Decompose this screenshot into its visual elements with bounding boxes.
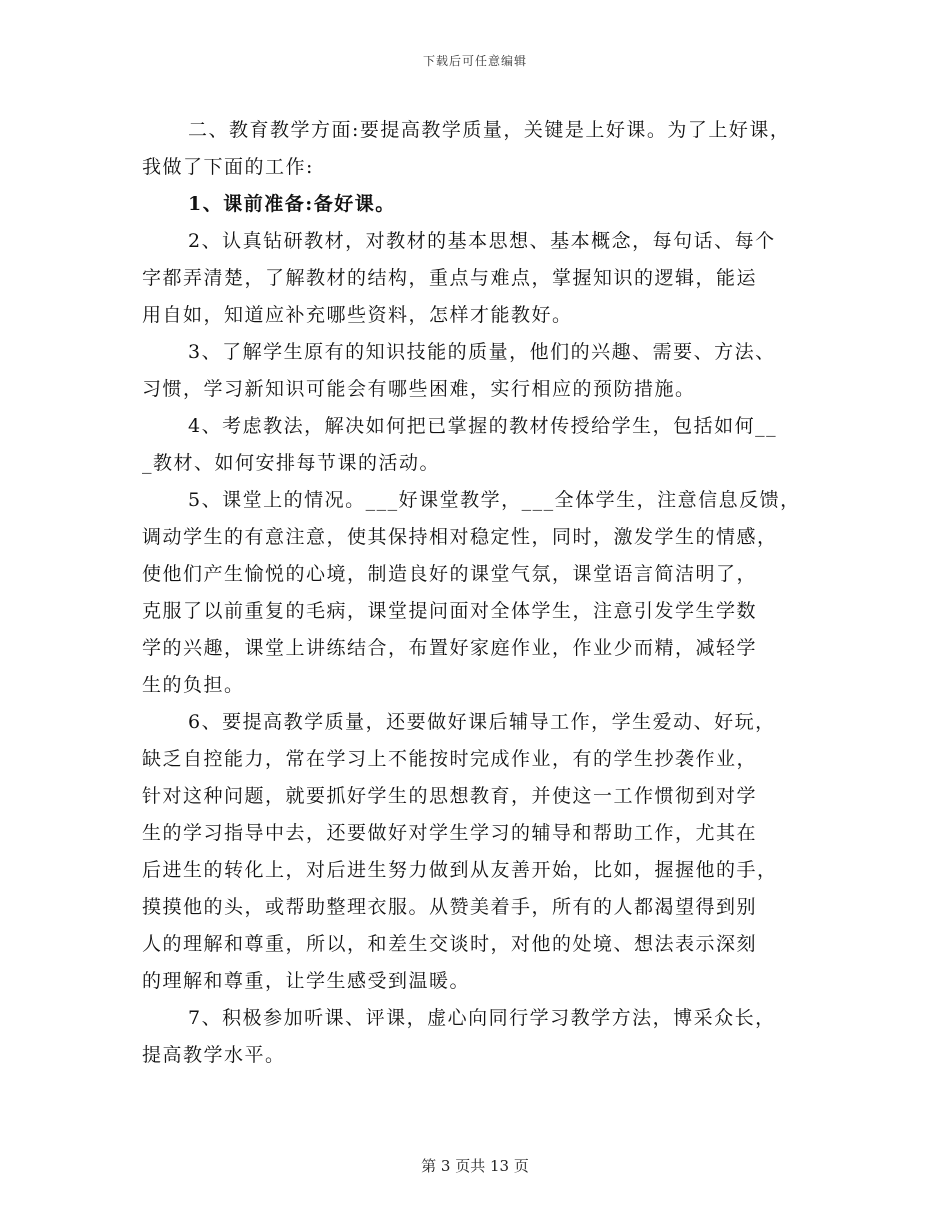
paragraph-line: 习惯，学习新知识可能会有哪些困难，实行相应的预防措施。	[142, 378, 696, 400]
paragraph-line: 人的理解和尊重，所以，和差生交谈时，对他的处境、想法表示深刻	[142, 933, 758, 955]
paragraph-line: 生的学习指导中去，还要做好对学生学习的辅导和帮助工作，尤其在	[142, 822, 758, 844]
paragraph-line: 二、教育教学方面:要提高教学质量，关键是上好课。为了上好课，	[188, 119, 791, 141]
paragraph-line: _教材、如何安排每节课的活动。	[142, 452, 441, 474]
paragraph-line: 针对这种问题，就要抓好学生的思想教育，并使这一工作惯彻到对学	[142, 785, 758, 807]
paragraph-line: 提高教学水平。	[142, 1044, 286, 1066]
paragraph-line: 摸摸他的头，或帮助整理衣服。从赞美着手，所有的人都渴望得到别	[142, 896, 758, 918]
paragraph-line: 克服了以前重复的毛病，课堂提问面对全体学生，注意引发学生学数	[142, 600, 758, 622]
paragraph-line: 2、认真钻研教材，对教材的基本思想、基本概念，每句话、每个	[188, 230, 776, 252]
paragraph-line: 字都弄清楚，了解教材的结构，重点与难点，掌握知识的逻辑，能运	[142, 267, 758, 289]
paragraph-line: 生的负担。	[142, 674, 245, 696]
page-header: 下载后可任意编辑	[422, 54, 527, 68]
paragraph-line: 调动学生的有意注意，使其保持相对稳定性，同时，激发学生的情感，	[142, 526, 778, 548]
paragraph-line: 7、积极参加听课、评课，虚心向同行学习教学方法，博采众长，	[188, 1007, 776, 1029]
paragraph-line: 4、考虑教法，解决如何把已掌握的教材传授给学生，包括如何__	[188, 415, 778, 437]
section-heading: 1、课前准备:备好课。	[188, 193, 396, 215]
document-body	[142, 112, 817, 1074]
paragraph-line: 3、了解学生原有的知识技能的质量，他们的兴趣、需要、方法、	[188, 341, 776, 363]
paragraph-line: 用自如，知道应补充哪些资料，怎样才能教好。	[142, 304, 573, 326]
paragraph-line: 使他们产生愉悦的心境，制造良好的课堂气氛，课堂语言简洁明了，	[142, 563, 758, 585]
paragraph-line: 5、课堂上的情况。___好课堂教学，___全体学生，注意信息反馈，	[188, 489, 801, 511]
paragraph-line: 的理解和尊重，让学生感受到温暖。	[142, 970, 471, 992]
page-footer: 第 3 页共 13 页	[421, 1157, 529, 1175]
paragraph-line: 后进生的转化上，对后进生努力做到从友善开始，比如，握握他的手，	[142, 859, 778, 881]
paragraph-line: 我做了下面的工作:	[142, 156, 314, 178]
paragraph-line: 缺乏自控能力，常在学习上不能按时完成作业，有的学生抄袭作业，	[142, 748, 758, 770]
paragraph-line: 学的兴趣，课堂上讲练结合，布置好家庭作业，作业少而精，减轻学	[142, 637, 758, 659]
paragraph-line: 6、要提高教学质量，还要做好课后辅导工作，学生爱动、好玩，	[188, 711, 776, 733]
